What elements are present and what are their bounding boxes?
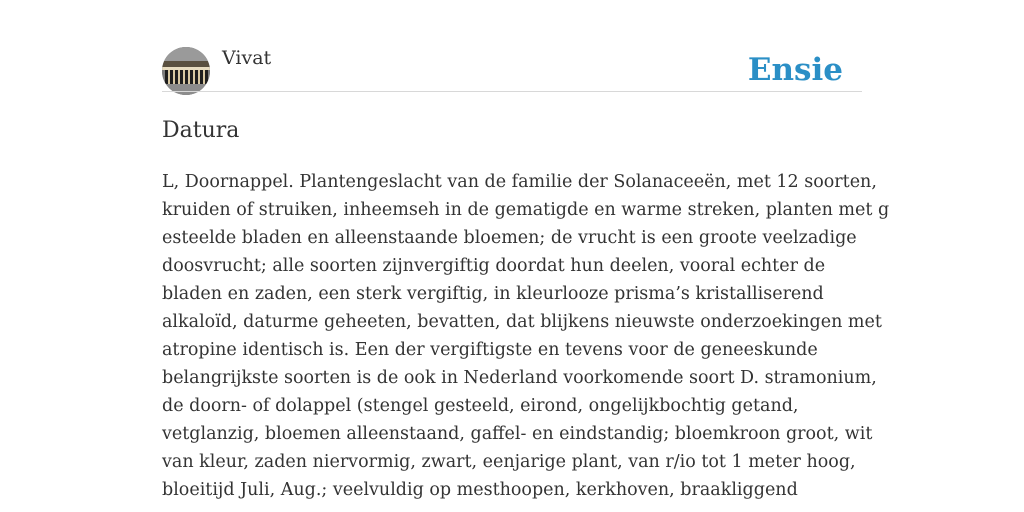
article-title: Datura — [162, 118, 240, 143]
author-avatar[interactable] — [162, 47, 210, 95]
header-divider — [162, 91, 862, 92]
article-text-line: belangrijkste soorten is de ook in Nederland voorkomende soort D. stramonium, — [162, 368, 877, 388]
avatar-image — [162, 47, 210, 95]
article-text-line: vetglanzig, bloemen alleenstaand, gaffel- en eindstandig; bloemkroon groot, wit — [162, 424, 873, 444]
article-text-line: atropine identisch is. Een der vergiftigste en tevens voor de geneeskunde — [162, 340, 818, 360]
article-text-line: esteelde bladen en alleenstaande bloemen; de vrucht is een groote veelzadige — [162, 228, 857, 248]
article-body — [162, 168, 890, 504]
article-text-line: kruiden of struiken, inheemseh in de gematigde en warme streken, planten met g — [162, 200, 890, 220]
author-name[interactable]: Vivat — [222, 47, 272, 69]
article-text-line: bloeitijd Juli, Aug.; veelvuldig op mesthoopen, kerkhoven, braakliggend — [162, 480, 798, 500]
article-text-line: bladen en zaden, een sterk vergiftig, in kleurlooze prisma’s kristalliserend — [162, 284, 824, 304]
article-text-line: alkaloïd, daturme geheeten, bevatten, dat blijkens nieuwste onderzoekingen met — [162, 312, 882, 332]
article-text-line: van kleur, zaden niervormig, zwart, eenjarige plant, van r/io tot 1 meter hoog, — [162, 452, 856, 472]
article-text-line: de doorn- of dolappel (stengel gesteeld, eirond, ongelijkbochtig getand, — [162, 396, 799, 416]
brand-logo-link[interactable]: Ensie — [747, 52, 843, 88]
article-text-line: L, Doornappel. Plantengeslacht van de familie der Solanaceeën, met 12 soorten, — [162, 172, 877, 192]
article-text-line: doosvrucht; alle soorten zijnvergiftig doordat hun deelen, vooral echter de — [162, 256, 826, 276]
